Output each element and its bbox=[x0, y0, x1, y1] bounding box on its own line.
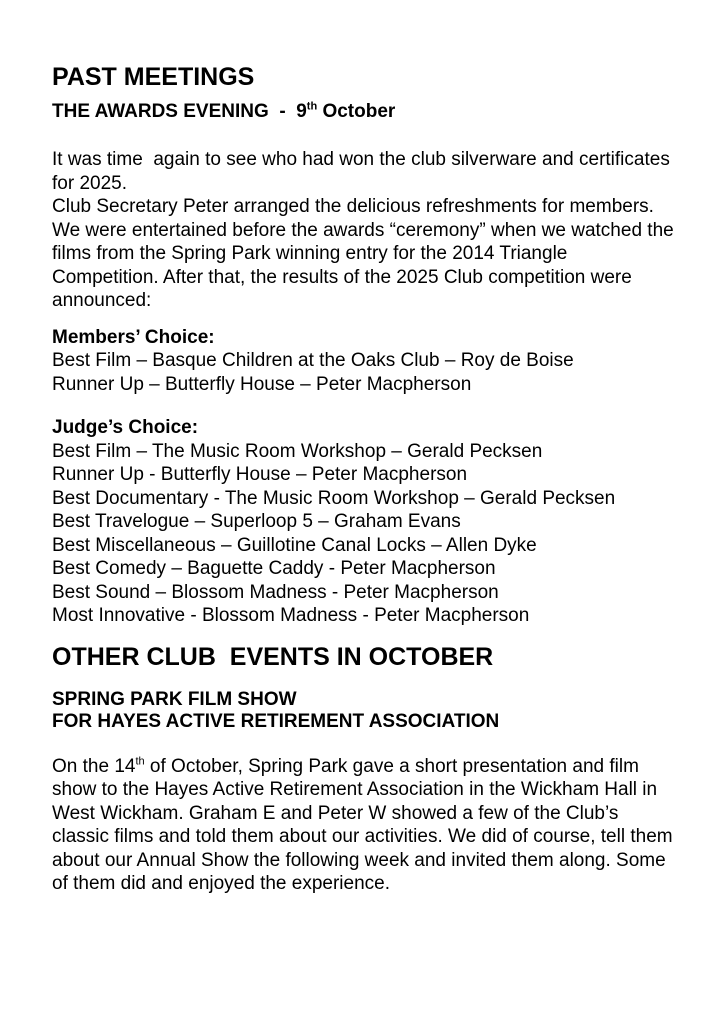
text-line: Best Documentary - The Music Room Workshop – Gerald Pecksen bbox=[52, 487, 616, 509]
awards-heading-month: October bbox=[317, 101, 396, 122]
text-line: Best Travelogue – Superloop 5 – Graham Evans bbox=[52, 511, 461, 532]
text-line: Runner Up - Butterfly House – Peter Macpherson bbox=[52, 464, 468, 485]
text-line: Best Sound – Blossom Madness - Peter Macpherson bbox=[52, 581, 499, 603]
text-line: show to the Hayes Active Retirement Association in the Wickham Hall in bbox=[52, 779, 658, 800]
judges-choice-group bbox=[52, 416, 700, 628]
text-line: We were entertained before the awards “ceremony” when we watched the bbox=[52, 219, 674, 241]
awards-intro-paragraph bbox=[52, 148, 700, 313]
film-show-paragraph bbox=[52, 755, 700, 896]
film-show-line-text: On the 14 bbox=[52, 755, 136, 777]
ordinal-superscript: th bbox=[306, 100, 318, 113]
past-meetings-title: PAST MEETINGS bbox=[52, 63, 255, 91]
text-line: Best Film – Basque Children at the Oaks Club – Roy de Boise bbox=[52, 350, 574, 371]
text-line: FOR HAYES ACTIVE RETIREMENT ASSOCIATION bbox=[52, 710, 500, 732]
film-show-paragraph-rest bbox=[52, 778, 700, 896]
members-choice-group bbox=[52, 326, 700, 397]
members-choice-results bbox=[52, 349, 700, 396]
members-choice-heading: Members’ Choice: bbox=[52, 326, 215, 348]
other-events-section bbox=[52, 642, 700, 896]
text-line: announced: bbox=[52, 290, 152, 311]
text-line: It was time again to see who had won the club silverware and certificates bbox=[52, 149, 670, 170]
awards-evening-heading bbox=[52, 100, 700, 124]
ordinal-superscript: th bbox=[135, 755, 145, 768]
text-line: of them did and enjoyed the experience. bbox=[52, 873, 391, 894]
text-line: Best Film – The Music Room Workshop – Gerald Pecksen bbox=[52, 440, 543, 462]
text-line: Club Secretary Peter arranged the delicious refreshments for members. bbox=[52, 196, 654, 217]
other-events-title: OTHER CLUB EVENTS IN OCTOBER bbox=[52, 642, 494, 671]
text-line: SPRING PARK FILM SHOW bbox=[52, 688, 297, 710]
text-line: Best Comedy – Baguette Caddy - Peter Macpherson bbox=[52, 558, 496, 579]
text-line: Runner Up – Butterfly House – Peter Macpherson bbox=[52, 373, 472, 395]
text-line: Competition. After that, the results of the 2025 Club competition were bbox=[52, 266, 632, 288]
text-line: about our Annual Show the following week and invited them along. Some bbox=[52, 849, 666, 871]
text-line: classic films and told them about our activities. We did of course, tell them bbox=[52, 826, 673, 847]
text-line: West Wickham. Graham E and Peter W showed a few of the Club’s bbox=[52, 802, 619, 824]
awards-heading-text: THE AWARDS EVENING - 9 bbox=[52, 101, 307, 122]
film-show-heading bbox=[52, 689, 700, 733]
text-line bbox=[52, 755, 700, 779]
text-line: for 2025. bbox=[52, 172, 127, 194]
judges-choice-results bbox=[52, 440, 700, 628]
text-line: Most Innovative - Blossom Madness - Peter Macpherson bbox=[52, 605, 530, 626]
past-meetings-section bbox=[52, 62, 700, 628]
text-line: films from the Spring Park winning entry for the 2014 Triangle bbox=[52, 243, 568, 264]
film-show-line-rest: of October, Spring Park gave a short presentation and film bbox=[144, 755, 639, 777]
text-line: Best Miscellaneous – Guillotine Canal Locks – Allen Dyke bbox=[52, 534, 537, 556]
judges-choice-heading: Judge’s Choice: bbox=[52, 417, 199, 438]
